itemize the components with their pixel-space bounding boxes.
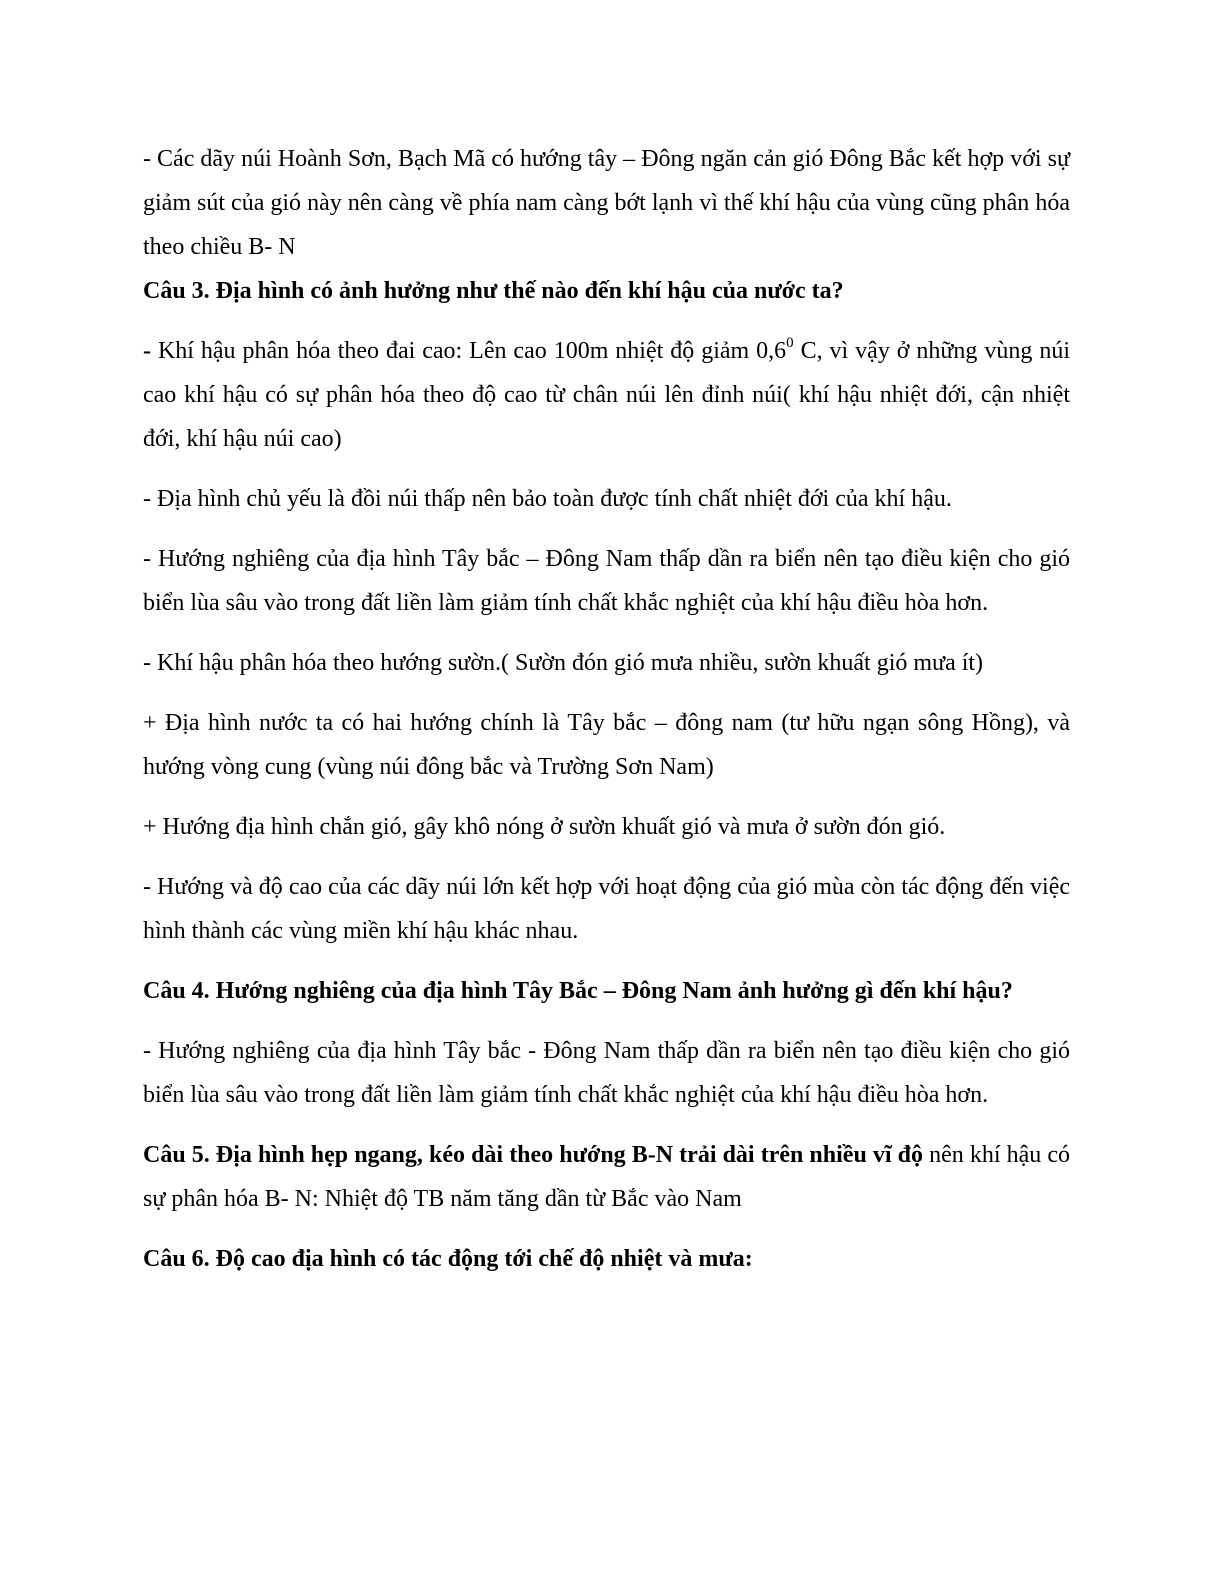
question-4-heading: Câu 4. Hướng nghiêng của địa hình Tây Bắc – Đông Nam ảnh hưởng gì đến khí hậu?: [143, 978, 1013, 1004]
document-page: [143, 137, 1070, 1281]
question-5-paragraph: [143, 1133, 1070, 1221]
question-6-heading: Câu 6. Độ cao địa hình có tác động tới chế độ nhiệt và mưa:: [143, 1246, 753, 1272]
paragraph-climate-regions: - Hướng và độ cao của các dãy núi lớn kết hợp với hoạt động của gió mùa còn tác động đến việc hình thành các vùng miền khí hậu khác nhau.: [143, 874, 1070, 944]
paragraph-low-hills: - Địa hình chủ yếu là đồi núi thấp nên bảo toàn được tính chất nhiệt đới của khí hậu.: [143, 486, 952, 512]
paragraph-altitude-zones: [143, 329, 1070, 461]
paragraph-question-4-answer: - Hướng nghiêng của địa hình Tây bắc - Đông Nam thấp dần ra biển nên tạo điều kiện cho gió biển lùa sâu vào trong đất liền làm giảm tính chất khắc nghiệt của khí hậu điều hòa hơn.: [143, 1038, 1070, 1108]
bold-dash: -: [143, 338, 151, 364]
paragraph-main-directions: + Địa hình nước ta có hai hướng chính là Tây bắc – đông nam (tư hữu ngạn sông Hồng), và hướng vòng cung (vùng núi đông bắc và Trường Sơn Nam): [143, 710, 1070, 780]
paragraph-slope-aspect: - Khí hậu phân hóa theo hướng sườn.( Sườn đón gió mưa nhiều, sườn khuất gió mưa ít): [143, 650, 984, 676]
question-5-answer: nên khí hậu có sự phân hóa B- N: Nhiệt độ TB năm tăng dần từ Bắc vào Nam: [143, 1142, 1070, 1212]
question-3-heading: Câu 3. Địa hình có ảnh hưởng như thế nào đến khí hậu của nước ta?: [143, 278, 844, 304]
degree-superscript: 0: [786, 335, 794, 351]
paragraph-wind-barrier: + Hướng địa hình chắn gió, gây khô nóng ở sườn khuất gió và mưa ở sườn đón gió.: [143, 814, 946, 840]
paragraph-hoanh-son-bach-ma: - Các dãy núi Hoành Sơn, Bạch Mã có hướng tây – Đông ngăn cản gió Đông Bắc kết hợp với sự giảm sút của gió này nên càng về phía nam càng bớt lạnh vì thế khí hậu của vùng cũng phân hóa theo chiều B- N: [143, 146, 1070, 260]
altitude-text-end: C, vì vậy ở những vùng núi cao khí hậu có sự phân hóa theo độ cao từ chân núi lên đỉnh núi( khí hậu nhiệt đới, cận nhiệt đới, khí hậu núi cao): [143, 338, 1070, 452]
altitude-text-start: Khí hậu phân hóa theo đai cao: Lên cao 100m nhiệt độ giảm 0,6: [151, 338, 787, 364]
paragraph-slope-direction: - Hướng nghiêng của địa hình Tây bắc – Đông Nam thấp dần ra biển nên tạo điều kiện cho gió biển lùa sâu vào trong đất liền làm giảm tính chất khắc nghiệt của khí hậu điều hòa hơn.: [143, 546, 1070, 616]
question-5-heading: Câu 5. Địa hình hẹp ngang, kéo dài theo hướng B-N trải dài trên nhiều vĩ độ: [143, 1142, 923, 1168]
